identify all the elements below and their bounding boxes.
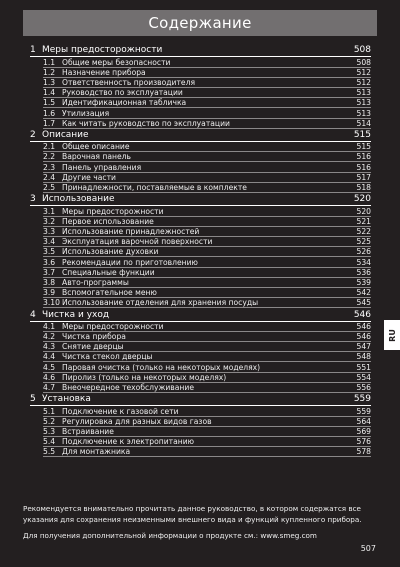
toc-section-title: Установка bbox=[42, 394, 91, 405]
toc-section[interactable] bbox=[30, 129, 371, 142]
toc-item-row bbox=[43, 288, 371, 298]
toc-item[interactable] bbox=[30, 447, 371, 457]
toc-item-heading bbox=[43, 288, 157, 297]
toc-item-heading bbox=[43, 427, 114, 436]
toc-item-number: 1.1 bbox=[43, 57, 56, 67]
toc-item-number: 4.5 bbox=[43, 362, 56, 372]
toc-section-number: 5 bbox=[30, 394, 36, 405]
toc-item-page: 554 bbox=[356, 372, 371, 382]
toc-item-number: 4.4 bbox=[43, 352, 56, 362]
toc-section-number: 3 bbox=[30, 194, 36, 205]
toc-section-page: 546 bbox=[353, 309, 371, 320]
toc-item-number: 4.2 bbox=[43, 332, 56, 342]
toc-item-number: 2.2 bbox=[43, 152, 56, 162]
toc-item-page: 512 bbox=[356, 77, 371, 87]
toc-item-page: 525 bbox=[356, 237, 371, 247]
toc-item[interactable] bbox=[30, 206, 371, 216]
toc-item-title: Принадлежности, поставляемые в комплекте bbox=[62, 183, 247, 193]
toc-item-heading bbox=[43, 278, 129, 287]
toc-item-row bbox=[43, 342, 371, 352]
toc-item-title: Панель управления bbox=[62, 162, 142, 172]
toc-item-number: 3.8 bbox=[43, 277, 56, 287]
toc-item-title: Использование отделения для хранения посуды bbox=[62, 298, 259, 308]
toc-item-heading bbox=[43, 183, 247, 192]
toc-item-row bbox=[43, 78, 371, 88]
toc-section-heading bbox=[30, 194, 115, 205]
toc-item-row bbox=[43, 437, 371, 447]
toc-section-heading bbox=[30, 130, 89, 141]
toc-item-row bbox=[43, 407, 371, 417]
toc-item-number: 5.3 bbox=[43, 426, 56, 436]
toc-item-row bbox=[43, 373, 371, 383]
toc-item[interactable] bbox=[30, 373, 371, 383]
toc-item[interactable] bbox=[30, 68, 371, 78]
toc-item-number: 2.4 bbox=[43, 172, 56, 182]
toc-item-number: 3.5 bbox=[43, 247, 56, 257]
toc-item[interactable] bbox=[30, 257, 371, 267]
toc-item-page: 516 bbox=[356, 152, 371, 162]
toc-item-heading bbox=[43, 332, 126, 341]
toc-section-number: 2 bbox=[30, 130, 36, 141]
toc-item-page: 521 bbox=[356, 216, 371, 226]
toc-item[interactable] bbox=[30, 227, 371, 237]
toc-item-heading bbox=[43, 152, 131, 161]
toc-item-title: Утилизация bbox=[62, 108, 110, 118]
toc-item[interactable] bbox=[30, 162, 371, 172]
toc-item-number: 5.4 bbox=[43, 437, 56, 447]
toc-item-heading bbox=[43, 407, 179, 416]
toc-item-row bbox=[43, 152, 371, 162]
toc-item[interactable] bbox=[30, 57, 371, 67]
toc-item-number: 1.2 bbox=[43, 67, 56, 77]
toc-section-title: Меры предосторожности bbox=[42, 45, 163, 56]
toc-section[interactable] bbox=[30, 44, 371, 57]
page-title: Содержание bbox=[23, 10, 377, 36]
toc-item-number: 3.4 bbox=[43, 237, 56, 247]
toc-item-row bbox=[43, 142, 371, 152]
toc-section[interactable] bbox=[30, 308, 371, 321]
toc-item-row bbox=[43, 173, 371, 183]
toc-item-title: Снятие дверцы bbox=[62, 342, 124, 352]
toc-item-number: 3.9 bbox=[43, 288, 56, 298]
toc-item-page: 576 bbox=[356, 437, 371, 447]
toc-item[interactable] bbox=[30, 268, 371, 278]
toc-item[interactable] bbox=[30, 362, 371, 372]
toc-item-title: Пиролиз (только на некоторых моделях) bbox=[62, 372, 227, 382]
language-label: RU bbox=[387, 328, 397, 342]
toc-item[interactable] bbox=[30, 98, 371, 108]
toc-item-page: 569 bbox=[356, 426, 371, 436]
toc-item-row bbox=[43, 68, 371, 78]
toc-section-page: 508 bbox=[353, 45, 371, 56]
toc-item-heading bbox=[43, 237, 212, 246]
toc-item-number: 1.6 bbox=[43, 108, 56, 118]
toc-item-heading bbox=[43, 383, 194, 392]
toc-item-page: 514 bbox=[356, 118, 371, 128]
toc-item-heading bbox=[43, 373, 226, 382]
toc-item-title: Встраивание bbox=[62, 426, 114, 436]
toc-item[interactable] bbox=[30, 332, 371, 342]
toc-item-page: 542 bbox=[356, 288, 371, 298]
toc-item-page: 518 bbox=[356, 183, 371, 193]
toc-item-page: 513 bbox=[356, 98, 371, 108]
toc-item-row bbox=[43, 217, 371, 227]
toc-item-page: 516 bbox=[356, 162, 371, 172]
toc-item-title: Назначение прибора bbox=[62, 67, 146, 77]
toc-item-heading bbox=[43, 298, 258, 307]
toc-item-title: Идентификационная табличка bbox=[62, 98, 187, 108]
toc-item-row bbox=[43, 58, 371, 68]
toc-item-row bbox=[43, 237, 371, 247]
toc-item-number: 4.3 bbox=[43, 342, 56, 352]
toc-item-heading bbox=[43, 352, 153, 361]
toc-item-row bbox=[43, 383, 371, 393]
toc-item-page: 548 bbox=[356, 352, 371, 362]
toc-item-title: Подключение к газовой сети bbox=[62, 406, 179, 416]
toc-item-page: 513 bbox=[356, 108, 371, 118]
toc-item[interactable] bbox=[30, 322, 371, 332]
toc-item-row bbox=[43, 298, 371, 308]
toc-item[interactable] bbox=[30, 417, 371, 427]
toc-item-row bbox=[43, 447, 371, 457]
toc-item-title: Руководство по эксплуатации bbox=[62, 88, 183, 98]
toc-item-row bbox=[43, 417, 371, 427]
toc-item-page: 546 bbox=[356, 332, 371, 342]
toc-section-number: 1 bbox=[30, 45, 36, 56]
toc-item-row bbox=[43, 163, 371, 173]
toc-section-title: Использование bbox=[42, 194, 115, 205]
toc-item-row bbox=[43, 98, 371, 108]
toc-item-heading bbox=[43, 207, 164, 216]
toc-section-page: 559 bbox=[353, 394, 371, 405]
toc-item-number: 2.5 bbox=[43, 183, 56, 193]
toc-item-page: 546 bbox=[356, 321, 371, 331]
toc-item-number: 1.4 bbox=[43, 88, 56, 98]
toc-item-heading bbox=[43, 437, 194, 446]
table-of-contents bbox=[30, 44, 371, 457]
toc-section-page: 515 bbox=[353, 130, 371, 141]
toc-item-heading bbox=[43, 119, 230, 128]
toc-item-page: 559 bbox=[356, 406, 371, 416]
toc-item-row bbox=[43, 352, 371, 362]
footer bbox=[23, 503, 383, 541]
toc-item-page: 534 bbox=[356, 257, 371, 267]
toc-item-title: Рекомендации по приготовлению bbox=[62, 257, 198, 267]
toc-item-number: 1.5 bbox=[43, 98, 56, 108]
language-tab bbox=[384, 320, 400, 350]
toc-item-heading bbox=[43, 247, 158, 256]
toc-section-number: 4 bbox=[30, 309, 36, 320]
toc-item[interactable] bbox=[30, 108, 371, 118]
toc-item-heading bbox=[43, 163, 141, 172]
toc-item-title: Первое использование bbox=[62, 216, 154, 226]
toc-item[interactable] bbox=[30, 427, 371, 437]
toc-section-title: Чистка и уход bbox=[42, 309, 110, 320]
toc-item-title: Варочная панель bbox=[62, 152, 132, 162]
toc-item[interactable] bbox=[30, 437, 371, 447]
toc-item-page: 522 bbox=[356, 226, 371, 236]
toc-item-heading bbox=[43, 68, 146, 77]
toc-item-title: Эксплуатация варочной поверхности bbox=[62, 237, 213, 247]
toc-section[interactable] bbox=[30, 193, 371, 206]
toc-item-title: Для монтажника bbox=[62, 447, 131, 457]
toc-item-heading bbox=[43, 173, 116, 182]
toc-item-row bbox=[43, 88, 371, 98]
toc-item-title: Использование духовки bbox=[62, 247, 159, 257]
toc-item-page: 517 bbox=[356, 172, 371, 182]
toc-item[interactable] bbox=[30, 152, 371, 162]
toc-item[interactable] bbox=[30, 78, 371, 88]
toc-section-heading bbox=[30, 45, 162, 56]
toc-item-row bbox=[43, 247, 371, 257]
toc-item-heading bbox=[43, 98, 186, 107]
toc-item-number: 3.10 bbox=[43, 298, 60, 308]
toc-item-title: Ответственность производителя bbox=[62, 77, 196, 87]
toc-item-number: 3.7 bbox=[43, 267, 56, 277]
toc-item-number: 5.1 bbox=[43, 406, 56, 416]
toc-item-number: 1.7 bbox=[43, 118, 56, 128]
toc-item-heading bbox=[43, 363, 260, 372]
toc-item-row bbox=[43, 427, 371, 437]
toc-item-title: Специальные функции bbox=[62, 267, 155, 277]
toc-item-title: Чистка прибора bbox=[62, 332, 126, 342]
toc-item-number: 3.3 bbox=[43, 226, 56, 236]
toc-item-number: 4.6 bbox=[43, 372, 56, 382]
toc-item-row bbox=[43, 227, 371, 237]
toc-item-number: 5.2 bbox=[43, 416, 56, 426]
toc-item[interactable] bbox=[30, 342, 371, 352]
toc-item[interactable] bbox=[30, 237, 371, 247]
toc-item-row bbox=[43, 278, 371, 288]
toc-item-title: Авто-программы bbox=[62, 277, 129, 287]
toc-section-heading bbox=[30, 394, 91, 405]
toc-item[interactable] bbox=[30, 406, 371, 416]
toc-item-heading bbox=[43, 109, 109, 118]
toc-item-row bbox=[43, 183, 371, 193]
toc-item[interactable] bbox=[30, 298, 371, 308]
toc-item[interactable] bbox=[30, 173, 371, 183]
toc-item-page: 512 bbox=[356, 67, 371, 77]
toc-item-number: 2.3 bbox=[43, 162, 56, 172]
toc-item-row bbox=[43, 258, 371, 268]
toc-item-page: 551 bbox=[356, 362, 371, 372]
toc-item-title: Регулировка для разных видов газов bbox=[62, 416, 212, 426]
toc-item-page: 556 bbox=[356, 383, 371, 392]
toc-item[interactable] bbox=[30, 142, 371, 152]
toc-item[interactable] bbox=[30, 288, 371, 298]
toc-section-title: Описание bbox=[42, 130, 89, 141]
toc-item[interactable] bbox=[30, 247, 371, 257]
toc-item-heading bbox=[43, 258, 198, 267]
toc-item-heading bbox=[43, 322, 164, 331]
toc-item-title: Чистка стекол дверцы bbox=[62, 352, 153, 362]
toc-item-row bbox=[43, 119, 371, 129]
toc-item-page: 547 bbox=[356, 342, 371, 352]
toc-item-heading bbox=[43, 142, 130, 151]
toc-item-page: 536 bbox=[356, 267, 371, 277]
toc-item-title: Меры предосторожности bbox=[62, 321, 164, 331]
toc-item-heading bbox=[43, 78, 195, 87]
toc-item-number: 2.1 bbox=[43, 142, 56, 152]
toc-item-title: Общее описание bbox=[62, 142, 130, 152]
toc-item-number: 3.2 bbox=[43, 216, 56, 226]
toc-item-page: 513 bbox=[356, 88, 371, 98]
toc-section[interactable] bbox=[30, 393, 371, 406]
toc-item-heading bbox=[43, 417, 212, 426]
toc-item-page: 545 bbox=[356, 298, 371, 308]
toc-item-heading bbox=[43, 447, 130, 456]
toc-item-title: Подключение к электропитанию bbox=[62, 437, 195, 447]
toc-item-row bbox=[43, 322, 371, 332]
toc-item-title: Другие части bbox=[62, 172, 116, 182]
page-number: 507 bbox=[360, 544, 376, 553]
footer-notice: Рекомендуется внимательно прочитать данное руководство, в котором содержатся все указания для сохранения неизменными внешнего вида и функций купленного прибора. bbox=[23, 504, 362, 524]
toc-item[interactable] bbox=[30, 278, 371, 288]
toc-item-title: Паровая очистка (только на некоторых моделях) bbox=[62, 362, 261, 372]
toc-item[interactable] bbox=[30, 183, 371, 193]
toc-item-row bbox=[43, 363, 371, 373]
toc-item-title: Использование принадлежностей bbox=[62, 226, 200, 236]
toc-item-number: 3.1 bbox=[43, 206, 56, 216]
toc-item-number: 1.3 bbox=[43, 77, 56, 87]
toc-item[interactable] bbox=[30, 352, 371, 362]
toc-item[interactable] bbox=[30, 383, 371, 393]
toc-section-page: 520 bbox=[353, 194, 371, 205]
toc-item-title: Меры предосторожности bbox=[62, 206, 164, 216]
toc-item-title: Общие меры безопасности bbox=[62, 57, 171, 67]
toc-item-title: Вспомогательное меню bbox=[62, 288, 157, 298]
toc-item[interactable] bbox=[30, 217, 371, 227]
toc-item-page: 515 bbox=[356, 142, 371, 152]
toc-item[interactable] bbox=[30, 88, 371, 98]
toc-item-heading bbox=[43, 217, 154, 226]
toc-item-heading bbox=[43, 88, 183, 97]
toc-item-title: Как читать руководство по эксплуатации bbox=[62, 118, 230, 128]
toc-item-row bbox=[43, 207, 371, 217]
footer-contact: Для получения дополнительной информации о продукте см.: www.smeg.com bbox=[23, 531, 317, 540]
toc-item-page: 520 bbox=[356, 206, 371, 216]
toc-item-page: 578 bbox=[356, 447, 371, 457]
toc-item-title: Внеочередное техобслуживание bbox=[62, 383, 195, 392]
toc-item-number: 5.5 bbox=[43, 447, 56, 457]
toc-section-heading bbox=[30, 310, 109, 321]
toc-item-heading bbox=[43, 268, 155, 277]
toc-item-number: 4.7 bbox=[43, 383, 56, 392]
toc-item-page: 539 bbox=[356, 277, 371, 287]
toc-item-heading bbox=[43, 342, 124, 351]
toc-item-heading bbox=[43, 227, 199, 236]
toc-item-row bbox=[43, 109, 371, 119]
toc-item-heading bbox=[43, 58, 170, 67]
toc-item-row bbox=[43, 332, 371, 342]
toc-item-row bbox=[43, 268, 371, 278]
toc-item-page: 526 bbox=[356, 247, 371, 257]
toc-item-number: 3.6 bbox=[43, 257, 56, 267]
toc-item-number: 4.1 bbox=[43, 321, 56, 331]
toc-item[interactable] bbox=[30, 119, 371, 129]
toc-item-page: 508 bbox=[356, 57, 371, 67]
toc-item-page: 564 bbox=[356, 416, 371, 426]
